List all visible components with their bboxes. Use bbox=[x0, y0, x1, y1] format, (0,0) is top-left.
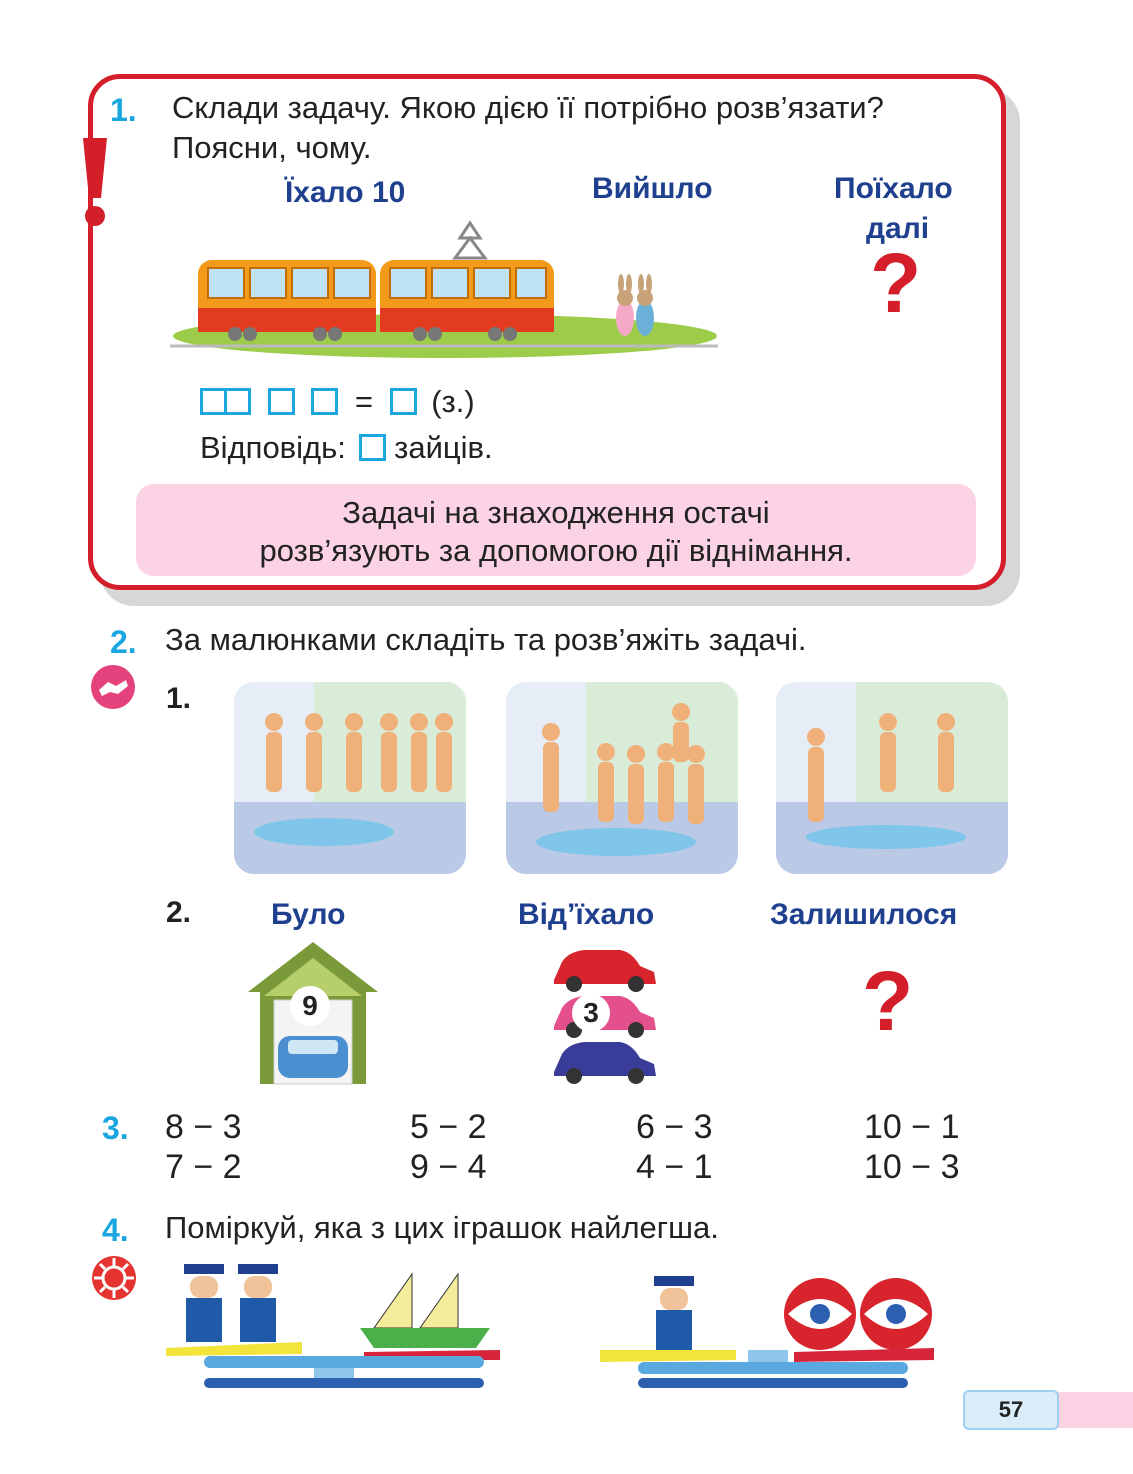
label-drove-away: Від’їхало bbox=[518, 898, 655, 931]
task4-text: Поміркуй, яка з цих іграшок найлегша. bbox=[165, 1210, 719, 1245]
label-was: Було bbox=[271, 898, 346, 931]
logic-flower-icon bbox=[90, 1254, 138, 1302]
label-rode: Їхало 10 bbox=[285, 176, 406, 209]
task1-number: 1. bbox=[110, 92, 137, 128]
expr-col3-row2: 4 − 1 bbox=[636, 1148, 713, 1186]
pair-work-icon bbox=[90, 664, 136, 710]
tram-illustration bbox=[170, 218, 718, 362]
answer-box[interactable] bbox=[390, 388, 417, 415]
garage-count: 9 bbox=[302, 990, 318, 1021]
garage-count-badge bbox=[290, 986, 330, 1026]
task3-number: 3. bbox=[102, 1110, 129, 1146]
answer-box[interactable] bbox=[200, 388, 227, 415]
cars-count-badge bbox=[572, 994, 610, 1032]
equals-sign: = bbox=[354, 383, 373, 419]
answer-box[interactable] bbox=[311, 388, 338, 415]
question-mark-remained: ? bbox=[862, 954, 914, 1048]
answer-line bbox=[200, 428, 493, 466]
label-remained: Залишилося bbox=[770, 898, 958, 931]
task2-number: 2. bbox=[110, 624, 137, 660]
expr-col1-row1: 8 − 3 bbox=[165, 1108, 242, 1146]
cars-count: 3 bbox=[583, 997, 599, 1028]
task1-text-line1: Склади задачу. Якою дією її потрібно розв’язати? bbox=[172, 90, 884, 125]
answer-prefix: Відповідь: bbox=[200, 429, 346, 465]
expr-col4-row1: 10 − 1 bbox=[864, 1108, 960, 1146]
page-number-tab bbox=[1050, 1392, 1133, 1428]
expr-col3-row1: 6 − 3 bbox=[636, 1108, 713, 1146]
rule-line2: розв’язують за допомогою дії віднімання. bbox=[259, 533, 853, 568]
exclamation-icon bbox=[78, 134, 112, 230]
sub-task-2-number: 2. bbox=[166, 896, 192, 929]
scale-sailors-vs-boats bbox=[164, 1262, 510, 1390]
shower-picture-1 bbox=[234, 682, 466, 874]
label-went-on-2: далі bbox=[866, 212, 930, 245]
expr-col4-row2: 10 − 3 bbox=[864, 1148, 960, 1186]
task1-text-line2: Поясни, чому. bbox=[172, 130, 372, 165]
sub-task-1-number: 1. bbox=[166, 682, 192, 715]
shower-picture-2 bbox=[506, 682, 738, 874]
expr-col2-row1: 5 − 2 bbox=[410, 1108, 487, 1146]
equation-template bbox=[200, 382, 475, 419]
expr-col2-row2: 9 − 4 bbox=[410, 1148, 487, 1186]
page-number: 57 bbox=[963, 1390, 1059, 1430]
rule-line1: Задачі на знаходження остачі bbox=[342, 495, 770, 530]
shower-picture-3 bbox=[776, 682, 1008, 874]
task4-number: 4. bbox=[102, 1212, 129, 1248]
rule-box bbox=[136, 484, 976, 576]
label-exited: Вийшло bbox=[592, 172, 713, 205]
answer-box[interactable] bbox=[224, 388, 251, 415]
expr-col1-row2: 7 − 2 bbox=[165, 1148, 242, 1186]
question-mark: ? bbox=[870, 236, 922, 330]
answer-box[interactable] bbox=[359, 434, 386, 461]
task2-text: За малюнками складіть та розв’яжіть задачі. bbox=[165, 622, 807, 657]
equation-unit: (з.) bbox=[431, 383, 475, 419]
answer-suffix: зайців. bbox=[394, 429, 493, 465]
label-went-on-1: Поїхало bbox=[834, 172, 953, 205]
scale-sailor-vs-balls bbox=[598, 1274, 944, 1394]
answer-box[interactable] bbox=[268, 388, 295, 415]
